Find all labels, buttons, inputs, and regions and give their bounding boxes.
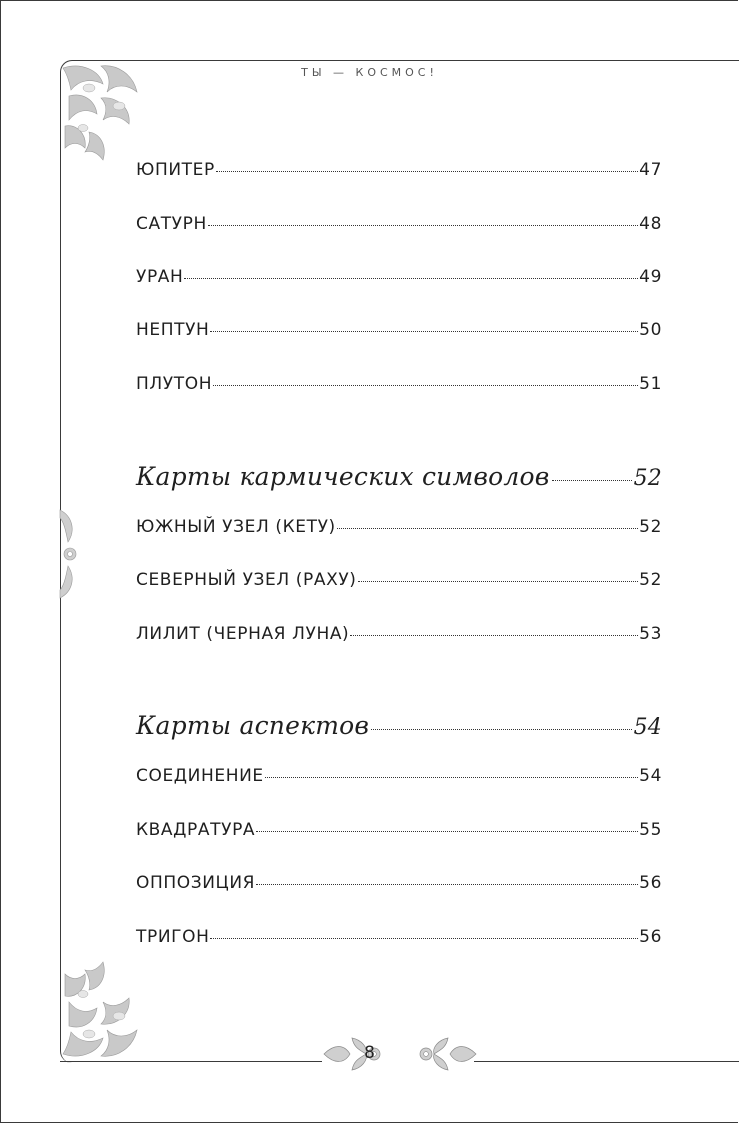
side-ornament-icon: [58, 508, 82, 600]
toc-entry-page: 56: [639, 873, 662, 893]
toc-entry-page: 56: [639, 927, 662, 947]
toc-entry-title: ЮЖНЫЙ УЗЕЛ (КЕТУ): [136, 517, 336, 537]
toc-entry[interactable]: [136, 820, 662, 840]
toc-entry[interactable]: [136, 517, 662, 537]
toc-entry-page: 53: [639, 624, 662, 644]
toc-section-heading[interactable]: [136, 711, 662, 740]
toc-section-page: 54: [633, 715, 662, 740]
toc-entry-title: СЕВЕРНЫЙ УЗЕЛ (РАХУ): [136, 570, 357, 590]
page-frame: [60, 60, 739, 1063]
toc-section-heading[interactable]: [136, 462, 662, 491]
dot-leader: [256, 831, 638, 832]
toc-entry-title: НЕПТУН: [136, 320, 210, 340]
dot-leader: [337, 528, 638, 529]
dot-leader: [265, 777, 638, 778]
toc-entry[interactable]: [136, 160, 662, 180]
dot-leader: [208, 225, 638, 226]
toc-entry[interactable]: [136, 570, 662, 590]
toc-entry[interactable]: [136, 374, 662, 394]
toc-entry[interactable]: [136, 320, 662, 340]
dot-leader: [210, 331, 638, 332]
toc-entry-page: 55: [639, 820, 662, 840]
toc-entry-title: КВАДРАТУРА: [136, 820, 256, 840]
dot-leader: [213, 385, 638, 386]
toc-entry-title: ЛИЛИТ (ЧЕРНАЯ ЛУНА): [136, 624, 350, 644]
toc-section-title: Карты аспектов: [136, 711, 370, 740]
toc-section-title: Карты кармических символов: [136, 462, 550, 491]
toc-entry-title: САТУРН: [136, 214, 207, 234]
toc-section-page: 52: [633, 466, 662, 491]
toc-entry-page: 49: [639, 267, 662, 287]
dot-leader: [184, 278, 638, 279]
dot-leader: [216, 171, 638, 172]
dot-leader: [552, 480, 632, 481]
toc-entry[interactable]: [136, 927, 662, 947]
toc-entry-title: ЮПИТЕР: [136, 160, 215, 180]
page-number: 8: [364, 1043, 375, 1063]
dot-leader: [350, 635, 638, 636]
toc-entry[interactable]: [136, 766, 662, 786]
toc-entry[interactable]: [136, 267, 662, 287]
dot-leader: [210, 938, 638, 939]
toc-entry-page: 48: [639, 214, 662, 234]
dot-leader: [371, 729, 631, 730]
toc-entry-page: 50: [639, 320, 662, 340]
toc-entry-page: 52: [639, 517, 662, 537]
toc-entry-title: УРАН: [136, 267, 184, 287]
toc-entry-title: ТРИГОН: [136, 927, 210, 947]
toc-entry-title: ОППОЗИЦИЯ: [136, 873, 256, 893]
toc-entry-page: 51: [639, 374, 662, 394]
toc-entry-title: ПЛУТОН: [136, 374, 213, 394]
toc-entry-title: СОЕДИНЕНИЕ: [136, 766, 264, 786]
dot-leader: [256, 884, 638, 885]
toc-entry[interactable]: [136, 214, 662, 234]
toc-entry[interactable]: [136, 624, 662, 644]
toc-entry-page: 52: [639, 570, 662, 590]
toc-entry-page: 54: [639, 766, 662, 786]
toc-entry-page: 47: [639, 160, 662, 180]
running-head: ТЫ — КОСМОС!: [301, 66, 438, 79]
toc-entry[interactable]: [136, 873, 662, 893]
dot-leader: [358, 581, 639, 582]
